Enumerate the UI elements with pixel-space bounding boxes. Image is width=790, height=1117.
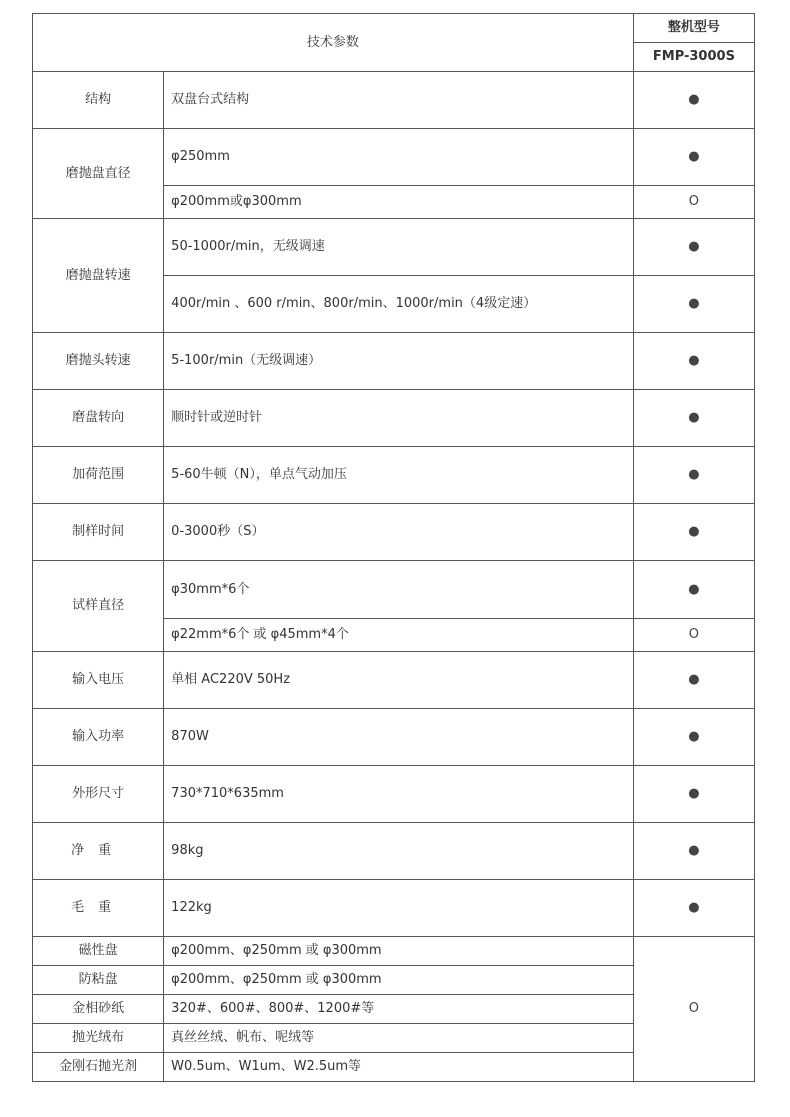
standard-mark: ● bbox=[633, 766, 754, 823]
table-row bbox=[33, 652, 755, 709]
table-row bbox=[33, 129, 755, 186]
standard-mark: ● bbox=[633, 390, 754, 447]
param-value: 50-1000r/min，无级调速 bbox=[164, 219, 634, 276]
model-title: 整机型号 bbox=[633, 14, 754, 43]
standard-mark: ● bbox=[633, 880, 754, 937]
accessory-name: 金相砂纸 bbox=[33, 995, 164, 1024]
param-name: 试样直径 bbox=[33, 561, 164, 652]
param-value: 98kg bbox=[164, 823, 634, 880]
param-value: 122kg bbox=[164, 880, 634, 937]
table-row bbox=[33, 823, 755, 880]
optional-mark: O bbox=[633, 619, 754, 652]
table-row bbox=[33, 561, 755, 619]
param-value: 双盘台式结构 bbox=[164, 72, 634, 129]
param-value: 0-3000秒（S） bbox=[164, 504, 634, 561]
model-name: FMP-3000S bbox=[633, 43, 754, 72]
table-row bbox=[33, 447, 755, 504]
param-name: 输入电压 bbox=[33, 652, 164, 709]
standard-mark: ● bbox=[633, 276, 754, 333]
accessory-value: 真丝丝绒、帆布、呢绒等 bbox=[164, 1024, 634, 1053]
spec-table bbox=[32, 13, 755, 1082]
standard-mark: ● bbox=[633, 333, 754, 390]
optional-mark: O bbox=[633, 937, 754, 1082]
param-value: 870W bbox=[164, 709, 634, 766]
param-name: 净重 bbox=[33, 823, 164, 880]
accessory-value: φ200mm、φ250mm 或 φ300mm bbox=[164, 937, 634, 966]
param-name: 结构 bbox=[33, 72, 164, 129]
param-value: φ22mm*6个 或 φ45mm*4个 bbox=[164, 619, 634, 652]
param-value: 400r/min 、600 r/min、800r/min、1000r/min（4级定速） bbox=[164, 276, 634, 333]
table-row bbox=[33, 333, 755, 390]
standard-mark: ● bbox=[633, 504, 754, 561]
param-value: φ250mm bbox=[164, 129, 634, 186]
param-name: 输入功率 bbox=[33, 709, 164, 766]
param-name: 外形尺寸 bbox=[33, 766, 164, 823]
param-value: 5-60牛顿（N），单点气动加压 bbox=[164, 447, 634, 504]
standard-mark: ● bbox=[633, 72, 754, 129]
param-value: 730*710*635mm bbox=[164, 766, 634, 823]
params-title: 技术参数 bbox=[33, 14, 634, 72]
param-value: φ30mm*6个 bbox=[164, 561, 634, 619]
param-value: φ200mm或φ300mm bbox=[164, 186, 634, 219]
param-name: 加荷范围 bbox=[33, 447, 164, 504]
table-row bbox=[33, 880, 755, 937]
param-value: 单相 AC220V 50Hz bbox=[164, 652, 634, 709]
header-row bbox=[33, 14, 755, 43]
standard-mark: ● bbox=[633, 129, 754, 186]
accessory-name: 磁性盘 bbox=[33, 937, 164, 966]
standard-mark: ● bbox=[633, 219, 754, 276]
param-name: 磨盘转向 bbox=[33, 390, 164, 447]
param-value: 5-100r/min（无级调速） bbox=[164, 333, 634, 390]
accessory-name: 金刚石抛光剂 bbox=[33, 1053, 164, 1082]
param-name: 毛重 bbox=[33, 880, 164, 937]
standard-mark: ● bbox=[633, 652, 754, 709]
table-row bbox=[33, 709, 755, 766]
table-row bbox=[33, 504, 755, 561]
standard-mark: ● bbox=[633, 823, 754, 880]
param-name: 磨抛盘转速 bbox=[33, 219, 164, 333]
param-name: 制样时间 bbox=[33, 504, 164, 561]
accessory-name: 抛光绒布 bbox=[33, 1024, 164, 1053]
param-name: 磨抛盘直径 bbox=[33, 129, 164, 219]
accessory-value: 320#、600#、800#、1200#等 bbox=[164, 995, 634, 1024]
optional-mark: O bbox=[633, 186, 754, 219]
accessory-value: W0.5um、W1um、W2.5um等 bbox=[164, 1053, 634, 1082]
accessory-row bbox=[33, 937, 755, 966]
table-row bbox=[33, 72, 755, 129]
standard-mark: ● bbox=[633, 447, 754, 504]
param-value: 顺时针或逆时针 bbox=[164, 390, 634, 447]
table-row bbox=[33, 766, 755, 823]
table-row bbox=[33, 390, 755, 447]
standard-mark: ● bbox=[633, 561, 754, 619]
param-name: 磨抛头转速 bbox=[33, 333, 164, 390]
standard-mark: ● bbox=[633, 709, 754, 766]
accessory-value: φ200mm、φ250mm 或 φ300mm bbox=[164, 966, 634, 995]
accessory-name: 防粘盘 bbox=[33, 966, 164, 995]
table-row bbox=[33, 219, 755, 276]
